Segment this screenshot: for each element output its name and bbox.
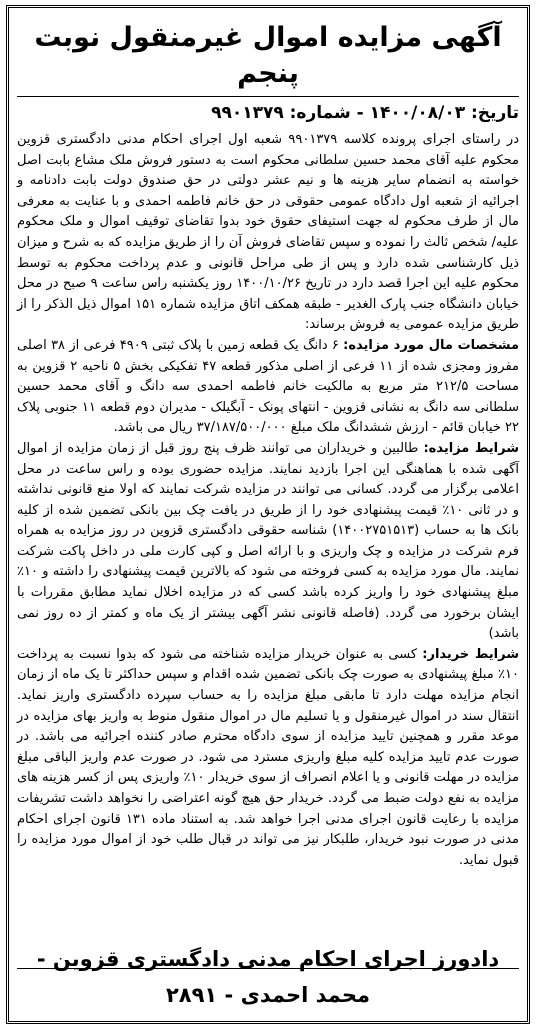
property-text: ۶ دانگ یک قطعه زمین با پلاک ثبتی ۴۹۰۹ فرعی از ۳۸ اصلی مفروز ومجزی شده از ۱۱ فرعی از اصلی مذکور قطعه ۴۷ تفکیکی بخش ۵ ناحیه ۲ قزوین به مساحت ۲۱۲/۵ متر مربع به مالکیت خانم فاطمه احمدی سه دانگ و آقای محمد حسین سلطانی سه دانگ به نشانی قزوین - انتهای پونک - آبگیلک - مدیران دوم قطعه ۱۱ جنوبی پلاک ۲۲ خیابان قائم - ارزش ششدانگ ملک مبلغ ۳۷/۱۸۷/۵۰۰/۰۰۰ ریال می باشد. xyxy=(17,337,519,436)
notice-frame xyxy=(6,5,530,1024)
buyer-paragraph xyxy=(17,645,519,872)
notice-body xyxy=(17,130,519,871)
title-divider xyxy=(17,96,519,97)
notice-title: آگهی مزایده اموال غیرمنقول نوبت پنجم xyxy=(34,22,502,89)
conditions-paragraph xyxy=(17,439,519,645)
conditions-text: طالبین و خریداران می توانند ظرف پنج روز قبل از زمان مزایده از اموال آگهی شده با هماهنگی این اجرا بازدید نمایند. مزایده حضوری بوده و راس ساعت در محل اعلامی برگزار می گردد. کسانی می توانند در مزایده شرکت نمایند که اولا منع قانونی نداشته و در ثانی ۱۰٪ قیمت پیشنهادی خود را از طریق در یافت چک بین بانکی تضمین شده از کلیه بانک ها به حساب (۱۴۰۰۲۷۵۱۵۱۳) شناسه حقوقی دادگستری قزوین در روز مزایده به همراه فرم شرکت در مزایده و چک واریزی و با ارائه اصل و کپی کارت ملی در داخل پاکت شرکت نمایند. مال مورد مزایده به کسی فروخته می شود که بالاترین قیمت پیشنهادی را داشته و ۱۰٪ مبلغ پیشنهادی خود را واریز کرده باشد کسی که در مزایده اخلال نماید مطابق مقررات با ایشان برخورد می گردد. (فاصله قانونی نشر آگهی بیشتر از یک ماه و کمتر از ده روز نمی باشد) xyxy=(17,440,519,642)
notice-signature: دادورز اجرای احکام مدنی دادگستری قزوین - محمد احمدی - ۲۸۹۱ xyxy=(36,947,500,1007)
notice-date-number: تاریخ: ۱۴۰۰/۰۸/۰۳ - شماره: ۹۹۰۱۳۷۹ xyxy=(211,103,519,123)
intro-paragraph: در راستای اجرای پرونده کلاسه ۹۹۰۱۳۷۹ شعبه اول اجرای احکام مدنی دادگستری قزوین محکوم علیه آقای محمد حسین سلطانی محکوم است به دستور فروش ملک مشاع بابت اصل خواسته به انضمام سایر هزینه ها و نیم عشر دولتی در حق صندوق دولت بابت دادنامه و اجرائیه از شعبه اول دادگاه عمومی حقوقی در حق خانم فاطمه احمدی و با عنایت به معرفی مال از طرف محکوم له جهت استیفای حقوق خود بدوا تقاضای توقیف اموال و ملک محکوم علیه/ شخص ثالث را نموده و سپس تقاضای فروش آن را از طریق مزایده که به شرح و میزان ذیل کارشناسی شده دارد و پس از طی مراحل قانونی و عدم پرداخت محکوم به توسط محکوم علیه این اجرا قصد دارد در تاریخ ۱۴۰۰/۱۰/۲۶ روز یکشنبه راس ساعت ۹ صبح در محل خیابان دانشگاه جنب پارک الغدیر - طبقه همکف اتاق مزایده شماره ۱۵۱ اموال ذیل الذکر را از طریق مزایده عمومی به فروش برساند: xyxy=(17,132,519,333)
buyer-text: کسی به عنوان خریدار مزایده شناخته می شود که بدوا نسبت به پرداخت ۱۰٪ مبلغ پیشنهادی به صورت چک بانکی تضمین شده اقدام و سپس حداکثر تا یک ماه از زمان انجام مزایده مهلت دارد تا مابقی مبلغ مزایده را به حساب سپرده دادگستری واریز نماید. انتقال سند در اموال غیرمنقول و یا تسلیم مال در اموال منقول منوط به واریز بهای مزایده در موعد مقرر و همچنین تایید مزایده از سوی دادگاه محترم صادر کننده اجرائیه می باشد. در صورت عدم تایید مزایده کلیه مبلغ واریزی مسترد می شود. در صورت عدم واریز الباقی مبلغ مزایده در مهلت قانونی و یا اعلام انصراف از سوی خریدار ۱۰٪ واریزی پس از کسر هزینه های مزایده به نفع دولت ضبط می گردد. خریدار حق هیچ گونه اعتراضی را نخواهد داشت تشریفات مزایده با رعایت قانون اجرای مدنی اجرا خواهد شد. به استناد ماده ۱۳۱ قانون اجرای احکام مدنی در صورت نبود خریدار، طلبکار نیز می تواند در قبال طلب خود از اموال مورد مزایده را قبول نماید. xyxy=(17,646,519,868)
property-paragraph xyxy=(17,336,519,439)
property-label: مشخصات مال مورد مزایده: xyxy=(343,337,519,353)
buyer-label: شرایط خریدار: xyxy=(422,646,520,662)
conditions-label: شرایط مزایده: xyxy=(423,440,519,456)
